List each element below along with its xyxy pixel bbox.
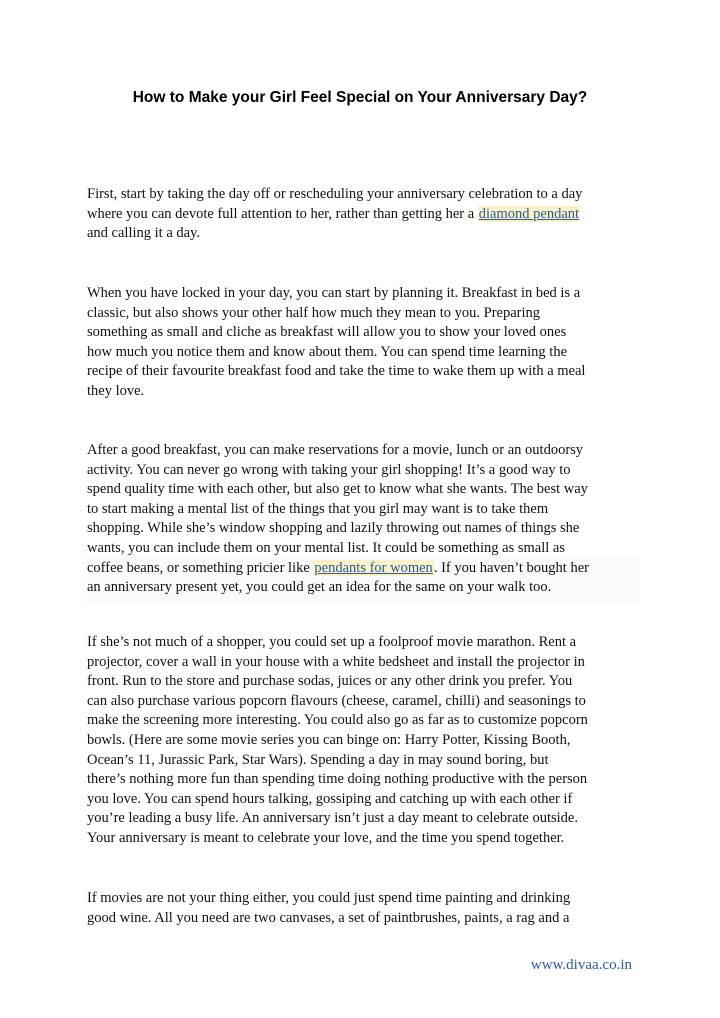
paragraph-line: can also purchase various popcorn flavours (cheese, caramel, chilli) and seasonings to bbox=[87, 692, 586, 709]
paragraph-line: good wine. All you need are two canvases, a set of paintbrushes, paints, a rag and a bbox=[87, 909, 570, 926]
paragraph-line: shopping. While she’s window shopping and lazily throwing out names of things she bbox=[87, 520, 580, 537]
diamond-pendant-link[interactable]: diamond pendant bbox=[478, 205, 580, 222]
paragraph-line: and calling it a day. bbox=[87, 225, 201, 242]
paragraph-line: how much you notice them and know about them. You can spend time learning the bbox=[87, 343, 568, 360]
paragraph-line: there’s nothing more fun than spending time doing nothing productive with the person bbox=[87, 771, 588, 788]
paragraph-1 bbox=[87, 185, 639, 244]
paragraph-line: If movies are not your thing either, you could just spend time painting and drinking bbox=[87, 890, 571, 906]
paragraph-line: Ocean’s 11, Jurassic Park, Star Wars). Spending a day in may sound boring, but bbox=[87, 751, 549, 768]
pendants-for-women-link[interactable]: pendants for women bbox=[314, 559, 433, 576]
paragraph-line: After a good breakfast, you can make reservations for a movie, lunch or an outdoorsy bbox=[87, 442, 584, 458]
page-title: How to Make your Girl Feel Special on Your Anniversary Day? bbox=[132, 89, 588, 106]
paragraph-line: spend quality time with each other, but also get to know what she wants. The best way bbox=[87, 481, 588, 498]
paragraph-line: First, start by taking the day off or rescheduling your anniversary celebration to a day bbox=[87, 186, 583, 202]
paragraph-line-text: coffee beans, or something pricier like bbox=[87, 559, 310, 576]
paragraph-line-text: where you can devote full attention to her, rather than getting her a bbox=[87, 205, 475, 222]
footer-website-link[interactable]: www.divaa.co.in bbox=[530, 957, 632, 973]
paragraph-line: make the screening more interesting. You could also go as far as to customize popcorn bbox=[87, 712, 588, 729]
paragraph-line bbox=[87, 205, 639, 225]
paragraph-line: If she’s not much of a shopper, you could set up a foolproof movie marathon. Rent a bbox=[87, 634, 577, 650]
paragraph-4 bbox=[87, 633, 639, 849]
paragraph-line bbox=[87, 559, 639, 579]
paragraph-line: you’re leading a busy life. An anniversary isn’t just a day meant to celebrate outside. bbox=[87, 810, 578, 827]
paragraph-line: wants, you can include them on your mental list. It could be something as small as bbox=[87, 539, 566, 556]
paragraph-line: to start making a mental list of the things that you girl may want is to take them bbox=[87, 500, 549, 517]
paragraph-line: something as small and cliche as breakfast will allow you to show your loved ones bbox=[87, 324, 567, 341]
paragraph-2 bbox=[87, 284, 639, 402]
paragraph-line: front. Run to the store and purchase sodas, juices or any other drink you prefer. You bbox=[87, 673, 573, 690]
paragraph-line: classic, but also shows your other half how much they mean to you. Preparing bbox=[87, 304, 541, 321]
paragraph-line: recipe of their favourite breakfast food and take the time to wake them up with a meal bbox=[87, 363, 586, 380]
paragraph-3 bbox=[87, 441, 639, 598]
paragraph-line: projector, cover a wall in your house with a white bedsheet and install the projector in bbox=[87, 653, 585, 670]
paragraph-line: bowls. (Here are some movie series you can binge on: Harry Potter, Kissing Booth, bbox=[87, 731, 571, 748]
paragraph-line: you love. You can spend hours talking, gossiping and catching up with each other if bbox=[87, 790, 573, 807]
paragraph-line: they love. bbox=[87, 382, 145, 399]
paragraph-line: an anniversary present yet, you could get an idea for the same on your walk too. bbox=[87, 579, 552, 596]
paragraph-line: Your anniversary is meant to celebrate your love, and the time you spend together. bbox=[87, 829, 565, 846]
paragraph-line-text: . If you haven’t bought her bbox=[433, 559, 589, 576]
paragraph-line: activity. You can never go wrong with taking your girl shopping! It’s a good way to bbox=[87, 461, 571, 478]
paragraph-line: When you have locked in your day, you can start by planning it. Breakfast in bed is a bbox=[87, 285, 581, 301]
paragraph-5 bbox=[87, 889, 639, 928]
